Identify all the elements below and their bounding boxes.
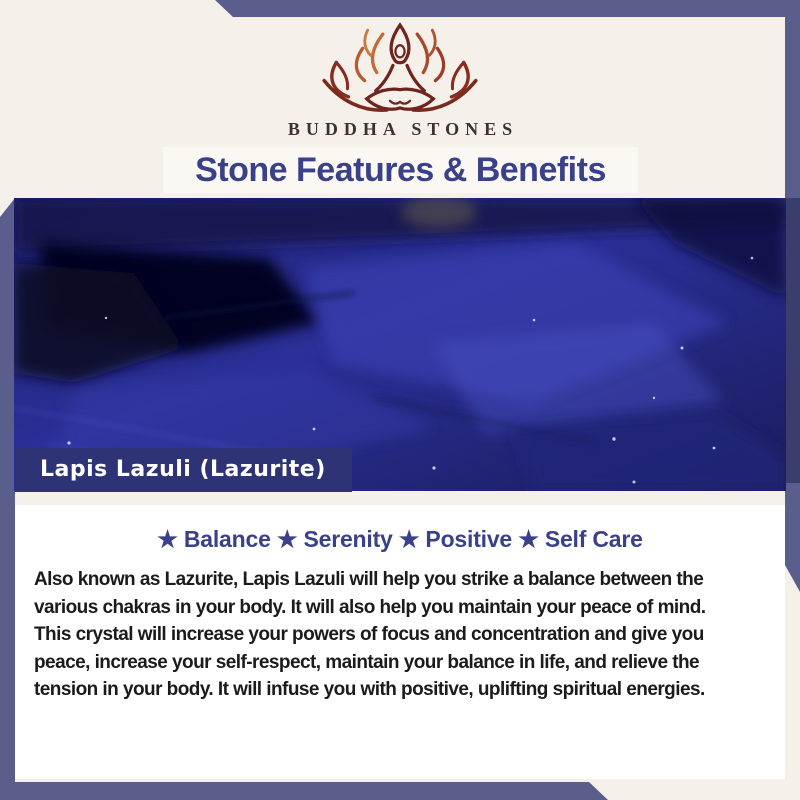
section-title: Stone Features & Benefits	[195, 151, 606, 189]
brand-name: BUDDHA STONES	[287, 119, 519, 139]
description-line: peace, increase your self-respect, maintain your balance in life, and relieve the	[34, 651, 700, 673]
stone-name-tag	[15, 448, 352, 492]
benefit-description	[34, 566, 773, 704]
description-line: tension in your body. It will infuse you with positive, uplifting spiritual energies.	[34, 679, 705, 700]
benefit-tags: ★ Balance ★ Serenity ★ Positive ★ Self Care	[157, 526, 643, 552]
benefits-card	[15, 505, 785, 779]
description-line: Also known as Lazurite, Lapis Lazuli will help you strike a balance between the	[34, 569, 704, 590]
lotus-meditation-icon	[314, 20, 486, 116]
brand-logo	[0, 20, 800, 140]
section-banner	[163, 147, 638, 193]
description-line: This crystal will increase your powers of focus and concentration and give you	[34, 624, 704, 645]
bottom-ribbon	[0, 782, 608, 800]
description-line: various chakras in your body. It will also help you maintain your peace of mind.	[34, 596, 706, 618]
stone-name: Lapis Lazuli (Lazurite)	[40, 457, 326, 482]
top-ribbon	[215, 0, 800, 17]
left-ribbon	[0, 198, 15, 800]
